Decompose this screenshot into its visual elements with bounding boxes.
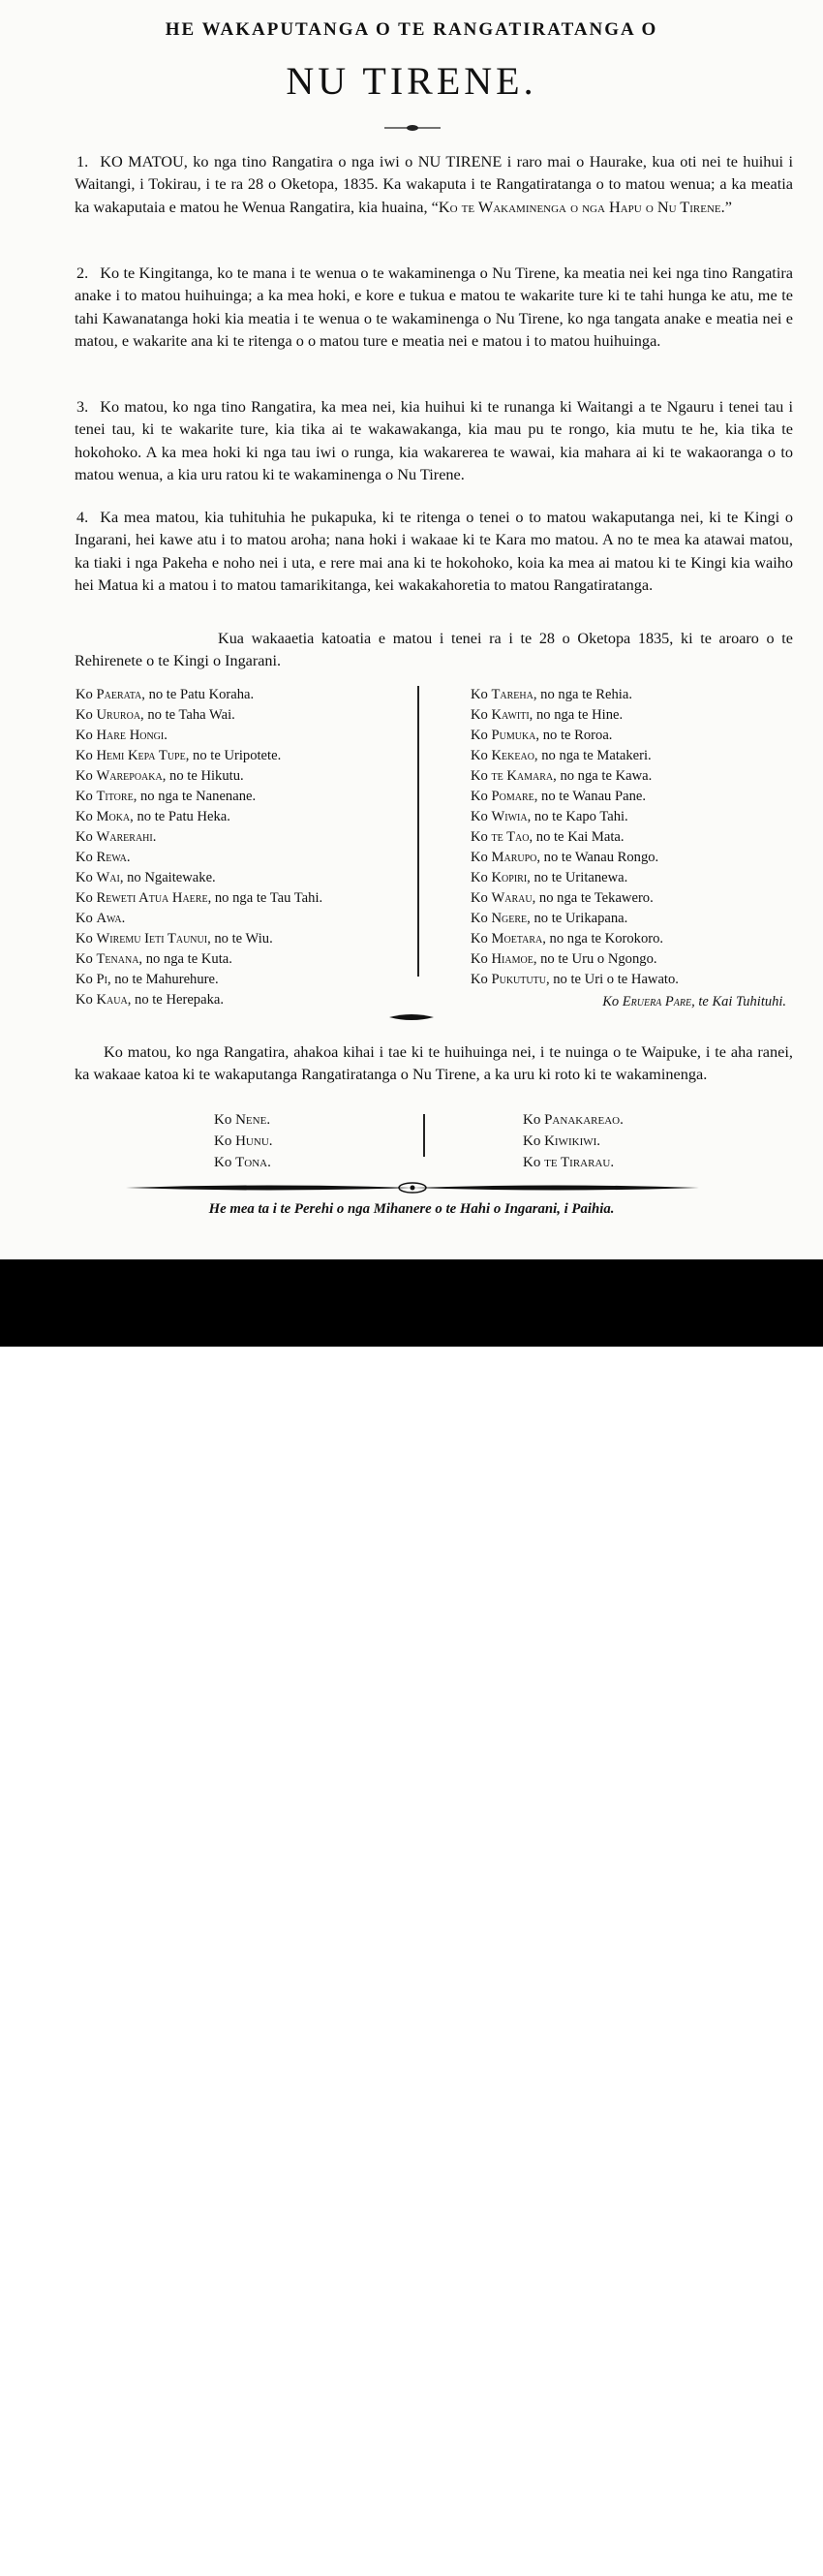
signatory-name: te Tao (491, 829, 530, 845)
stock-id: 2BEFCY9 (673, 2550, 734, 2565)
signatory-prefix: Ko (471, 687, 488, 702)
signatory-item (76, 746, 322, 766)
signatory-item (214, 1152, 273, 1173)
paragraph-1 (75, 150, 793, 218)
signatory-item (471, 909, 679, 929)
signatory-name: Warepoaka (96, 768, 163, 784)
signatory-item (76, 949, 322, 970)
paragraph-text: KO MATOU, ko nga tino Rangatira o nga iwi o NU TIRENE i raro mai o Haurake, kua oti nei te huihui i Waitangi, i Tokirau, i te ra 28 o Oketopa, 1835. Ka wakaputa i te Rangatiratanga o to matou wenua; a ka meatia ka wakaputaia e matou he Wenua Rangatira, kia huaina, “ (75, 152, 793, 216)
signatory-item (523, 1131, 624, 1152)
signatory-name: Moka (96, 809, 131, 824)
signatory-tribe: , no te Herepaka. (127, 992, 224, 1008)
signatory-name: Kiwikiwi (544, 1133, 597, 1149)
signatory-item (471, 929, 679, 949)
document-page (0, 0, 823, 1259)
signatories-left-column (76, 685, 322, 1010)
signatory-prefix: Ko (471, 809, 488, 824)
signatory-tribe: , no te Patu Koraha. (141, 687, 255, 702)
signatory-item (76, 929, 322, 949)
signatory-prefix: Ko (523, 1155, 541, 1170)
signatory-item (471, 949, 679, 970)
paragraph-3 (75, 395, 793, 485)
signatory-name: Wiremu Ieti Taunui (96, 931, 208, 947)
signatory-item (471, 868, 679, 888)
signatory-item (471, 726, 679, 746)
signatory-tribe: , no nga te Nanenane. (133, 789, 257, 804)
signatory-item (471, 787, 679, 807)
superheading: HE WAKAPUTANGA O TE RANGATIRATANGA O (165, 19, 658, 40)
later-signatories-right (523, 1109, 624, 1173)
signatory-tribe: , no te Kapo Tahi. (527, 809, 628, 824)
signatory-tribe: , no nga te Rehia. (533, 687, 632, 702)
signatory-name: Wiwia (491, 809, 528, 824)
signatory-name: Hemi Kepa Tupe (96, 748, 186, 763)
signatory-tribe: , no te Wiu. (207, 931, 273, 947)
signatory-item (471, 705, 679, 726)
signatory-name: Nene (235, 1112, 267, 1128)
signatory-prefix: Ko (523, 1112, 541, 1128)
signatory-item (214, 1109, 273, 1131)
signatory-name: te Tirarau (544, 1155, 611, 1170)
signatory-item (471, 827, 679, 848)
signatory-prefix: Ko (471, 707, 488, 723)
signatory-item (76, 685, 322, 705)
signatory-item (76, 970, 322, 990)
signatory-prefix: Ko (471, 972, 488, 987)
signatory-tribe: , no te Hikutu. (162, 768, 244, 784)
signatory-prefix: Ko (76, 911, 93, 926)
signatory-name: Tenana (96, 951, 139, 967)
signatory-name: Paerata (96, 687, 142, 702)
confederation-name: Ko te Wakaminenga o nga Hapu o Nu Tirene (438, 197, 721, 216)
printer-colophon: He mea ta i te Perehi o nga Mihanere o te Hahi o Ingarani, i Paihia. (208, 1201, 615, 1217)
signatory-prefix: Ko (76, 748, 93, 763)
signatory-tribe: , no Ngaitewake. (119, 870, 216, 885)
ornament-rule-top (382, 122, 442, 134)
paragraph-text: Ka mea matou, kia tuhituhia he pukapuka, ki te ritenga o tenei o to matou wakaputanga nei, ki te Kingi o Ingarani, hei kawe atu i to matou aroha; nana hoki i wakaae ki te Kara mo matou. A no te mea ka atawai matou, ka tiaki i nga Pakeha e noho nei i uta, e rere mai ana ki te hokohoko, koia ka mea ai matou ki te Kingi kia waiho hei Matua ki a matou i to matou tamarikitanga, kei wakakahoretia to matou Rangatiratanga. (75, 508, 793, 594)
signatory-prefix: Ko (471, 890, 488, 906)
signatory-name: Kekeao (491, 748, 534, 763)
signatory-tribe: . (266, 1112, 271, 1128)
signatory-name: Hunu (235, 1133, 269, 1149)
signatory-name: Moetara (491, 931, 543, 947)
signatory-item (471, 746, 679, 766)
signatory-name: Rewa (96, 850, 127, 865)
signatory-name: Warerahi (96, 829, 153, 845)
signatory-prefix: Ko (471, 728, 488, 743)
signatory-tribe: . (152, 829, 157, 845)
signatory-item (76, 807, 322, 827)
signatory-tribe: . (620, 1112, 624, 1128)
signatory-prefix: Ko (471, 748, 488, 763)
paragraph-2 (75, 262, 793, 352)
signatory-item (471, 848, 679, 868)
signatory-prefix: Ko (214, 1133, 232, 1149)
scribe-signature (602, 994, 786, 1010)
scribe-role: , te Kai Tuhituhi. (691, 994, 786, 1009)
signatory-prefix: Ko (76, 951, 93, 967)
signatory-tribe: . (126, 850, 131, 865)
signatory-name: te Kamara (491, 768, 554, 784)
signatory-tribe: , no te Uritanewa. (527, 870, 628, 885)
signatory-name: Ururoa (96, 707, 141, 723)
watermark-footer (0, 1259, 823, 2575)
signatory-name: Titore (96, 789, 134, 804)
signatory-name: Hiamoe (491, 951, 533, 967)
signatory-prefix: Ko (76, 890, 93, 906)
signatory-name: Pumuka (491, 728, 536, 743)
scribe-prefix: Ko (602, 994, 620, 1009)
signatory-item (76, 848, 322, 868)
signatory-tribe: , no nga te Hine. (529, 707, 624, 723)
signatory-prefix: Ko (523, 1133, 541, 1149)
later-signatories-left (214, 1109, 273, 1173)
signatory-prefix: Ko (76, 707, 93, 723)
signatory-item (471, 766, 679, 787)
alamy-logo: alamy (51, 2532, 157, 2575)
signatory-prefix: Ko (471, 850, 488, 865)
signatory-tribe: . (267, 1155, 271, 1170)
signatory-name: Kawiti (491, 707, 530, 723)
signatory-prefix: Ko (76, 789, 93, 804)
paragraph-number: 3. (76, 397, 89, 416)
signatory-prefix: Ko (471, 829, 488, 845)
signatory-name: Wai (96, 870, 120, 885)
signatory-name: Warau (491, 890, 533, 906)
paragraph-number: 1. (76, 152, 89, 171)
signatory-item (76, 766, 322, 787)
paragraph-text: Ko matou, ko nga tino Rangatira, ka mea nei, kia huihui ki te runanga ki Waitangi a te Ngauru i tenei tau i tenei tau, ki te wakarite ture, kia tika ai te wakawakanga, kia mau pu te rongo, kia mutu te he, kia tika te hokohoko. A ka mea hoki ki nga tau iwi o runga, kia wakarerea te wawai, kia mahara ai ki te wakaoranga o to matou wenua, a kia uru ratou ki te wakaminenga o Nu Tirene. (75, 397, 793, 483)
paragraph-number: 4. (76, 508, 89, 526)
signatory-tribe: , no te Wanau Rongo. (536, 850, 659, 865)
signatory-prefix: Ko (76, 809, 93, 824)
signatory-tribe: , no te Urikapana. (527, 911, 628, 926)
ornament-rule-bottom (126, 1181, 699, 1195)
signatory-name: Kopiri (491, 870, 528, 885)
adherence-text: Ko matou, ko nga Rangatira, ahakoa kihai i tae ki te huihuinga nei, i te nuinga o te Waipuke, i te aha ranei, ka wakaae katoa ki te wakaputanga Rangatiratanga o Nu Tirene, a ka uru ki roto ki te wakaminenga. (75, 1042, 793, 1084)
signatory-item (76, 909, 322, 929)
signatory-item (76, 827, 322, 848)
signatory-name: Reweti Atua Haere (96, 890, 208, 906)
signatory-item (76, 787, 322, 807)
signatory-item (76, 726, 322, 746)
signatory-name: Pukututu (491, 972, 546, 987)
signatory-prefix: Ko (471, 870, 488, 885)
signatory-tribe: , no te Taha Wai. (140, 707, 235, 723)
signatory-tribe: , no te Uru o Ngongo. (533, 951, 657, 967)
signatory-name: Tona (235, 1155, 268, 1170)
signatory-name: Awa (96, 911, 122, 926)
signatory-tribe: , no te Uripotete. (185, 748, 282, 763)
paragraph-text: Ko te Kingitanga, ko te mana i te wenua o te wakaminenga o Nu Tirene, ka meatia nei kei nga tino Rangatira anake i to matou huihuinga; a ka mea hoki, e kore e tukua e matou te wakarite ture ki te tahi hunga ke atu, me te tahi Kawanatanga hoki kia meatia i te wenua o te wakaminenga o Nu Tirene, ko nga tangata anake e meatia nei e matou, e wakarite ana ki te ritenga o o matou ture e meatia nei e matou i to matou huihuinga. (75, 264, 793, 350)
signatory-item (76, 990, 322, 1010)
signatory-tribe: , no nga te Matakeri. (533, 748, 652, 763)
signatories-right-column (471, 685, 679, 990)
signatory-item (214, 1131, 273, 1152)
signatory-tribe: . (596, 1133, 601, 1149)
signatory-item (523, 1152, 624, 1173)
signatory-tribe: , no te Kai Mata. (529, 829, 625, 845)
signatory-tribe: , no nga te Tau Tahi. (207, 890, 323, 906)
signatory-prefix: Ko (76, 829, 93, 845)
signatory-prefix: Ko (214, 1155, 232, 1170)
agreement-paragraph (75, 628, 793, 673)
signatory-tribe: , no te Patu Heka. (130, 809, 230, 824)
column-divider (417, 686, 419, 977)
agreement-text: Kua wakaaetia katoatia e matou i tenei ra i te 28 o Oketopa 1835, ki te aroaro o te Rehirenete o te Kingi o Ingarani. (75, 630, 793, 670)
signatory-item (76, 868, 322, 888)
signatory-tribe: . (121, 911, 126, 926)
signatory-tribe: , no nga te Kuta. (138, 951, 232, 967)
ornament-mark (387, 1011, 436, 1023)
signatory-tribe: , no te Uri o te Hawato. (545, 972, 679, 987)
signatory-prefix: Ko (214, 1112, 232, 1128)
signatory-item (471, 970, 679, 990)
signatory-tribe: , no nga te Tekawero. (532, 890, 654, 906)
signatory-name: Pi (96, 972, 107, 987)
signatory-tribe: , no nga te Kawa. (553, 768, 653, 784)
signatory-tribe: . (164, 728, 168, 743)
signatory-name: Pomare (491, 789, 534, 804)
signatory-prefix: Ko (471, 931, 488, 947)
signatory-tribe: , no te Wanau Pane. (533, 789, 647, 804)
signatory-name: Panakareao (544, 1112, 621, 1128)
signatory-item (523, 1109, 624, 1131)
signatory-item (471, 685, 679, 705)
signatory-name: Kaua (96, 992, 128, 1008)
signatory-item (76, 705, 322, 726)
signatory-item (471, 807, 679, 827)
signatory-prefix: Ko (76, 931, 93, 947)
signatory-prefix: Ko (471, 951, 488, 967)
later-column-divider (423, 1114, 425, 1157)
signatory-name: Marupo (491, 850, 537, 865)
signatory-prefix: Ko (471, 768, 488, 784)
signatory-name: Ngere (491, 911, 528, 926)
signatory-tribe: , no te Mahurehure. (107, 972, 219, 987)
paragraph-text-end: .” (720, 197, 732, 216)
heading: NU TIRENE. (286, 59, 537, 103)
adherence-paragraph (75, 1040, 793, 1086)
signatory-name: Tareha (491, 687, 533, 702)
signatory-tribe: , no te Roroa. (535, 728, 613, 743)
signatory-prefix: Ko (76, 728, 93, 743)
signatory-prefix: Ko (76, 850, 93, 865)
scribe-name: Eruera Pare (622, 994, 692, 1009)
paragraph-4 (75, 506, 793, 596)
signatory-prefix: Ko (76, 992, 93, 1008)
signatory-prefix: Ko (471, 789, 488, 804)
signatory-tribe: . (268, 1133, 273, 1149)
signatory-tribe: . (610, 1155, 615, 1170)
signatory-prefix: Ko (76, 870, 93, 885)
signatory-item (471, 888, 679, 909)
signatory-item (76, 888, 322, 909)
signatory-prefix: Ko (76, 687, 93, 702)
signatory-prefix: Ko (471, 911, 488, 926)
signatory-name: Hare Hongi (96, 728, 165, 743)
signatory-prefix: Ko (76, 768, 93, 784)
paragraph-number: 2. (76, 264, 89, 282)
signatory-tribe: , no nga te Korokoro. (542, 931, 664, 947)
signatory-prefix: Ko (76, 972, 93, 987)
